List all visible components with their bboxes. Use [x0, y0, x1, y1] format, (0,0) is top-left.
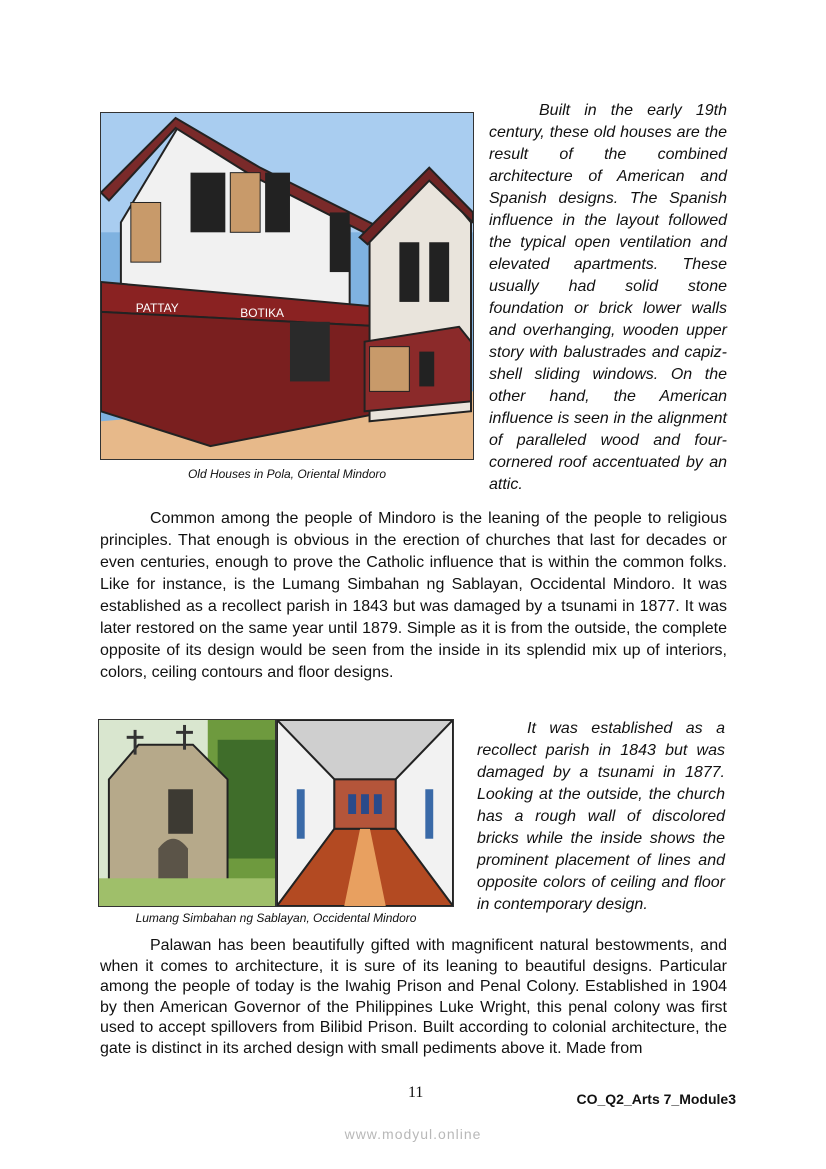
- figure-caption-old-houses: Old Houses in Pola, Oriental Mindoro: [187, 467, 387, 481]
- module-code: CO_Q2_Arts 7_Module3: [576, 1091, 736, 1107]
- store-sign-right: BOTIKA: [240, 305, 284, 320]
- paragraph-mindoro-churches: Common among the people of Mindoro is the leaning of the people to religious principles. That enough is obvious in the erection of churches that last for decades or even centuries, enough to prove the Catholic influence that is within the common folks. Like for instance, is the Lumang Simbahan ng Sablayan, Occidental Mindoro. It was established as a recollect parish in 1843 but was damaged by a tsunami in 1877. It was later restored on the same year until 1879. Simple as it is from the outside, the complete opposite of its design would be seen from the inside in its splendid mix up of interiors, colors, ceiling contours and floor designs.: [100, 510, 727, 681]
- church-exterior-image: [98, 719, 276, 907]
- old-houses-image: [100, 112, 474, 460]
- paragraph-palawan: Palawan has been beautifully gifted with magnificent natural bestowments, and when it comes to architecture, it is sure of its leaning to beautiful designs. Particular among the people of today is the Iwahig Prison and Penal Colony. Established in 1904 by then American Governor of the Philippines Luke Wright, this penal colony was first used to accept spillovers from Bilibid Prison. Built according to colonial architecture, the gate is distinct in its arched design with small pediments above it. Made from: [100, 937, 727, 1057]
- church-interior-image: [276, 719, 454, 907]
- side-text-old-houses: Built in the early 19th century, these old houses are the result of the combined architecture of American and Spanish designs. The Spanish influence in the layout followed the typical open ventilation and elevated apartments. These usually had solid stone foundation or brick lower walls and overhanging, wooden upper story with balustrades and capiz-shell sliding windows. On the other hand, the American influence is seen in the alignment of paralleled wood and four-cornered roof accentuated by an attic.: [489, 102, 727, 493]
- watermark: www.modyul.online: [344, 1126, 482, 1142]
- page-number: 11: [408, 1084, 424, 1101]
- store-sign-left: PATTAY: [135, 300, 179, 315]
- figure-caption-church: Lumang Simbahan ng Sablayan, Occidental Mindoro: [135, 911, 417, 925]
- side-text-church: It was established as a recollect parish in 1843 but was damaged by a tsunami in 1877. Looking at the outside, the church has a rough wall of discolored bricks while the inside shows the prominent placement of lines and opposite colors of ceiling and floor in contemporary design.: [477, 720, 725, 913]
